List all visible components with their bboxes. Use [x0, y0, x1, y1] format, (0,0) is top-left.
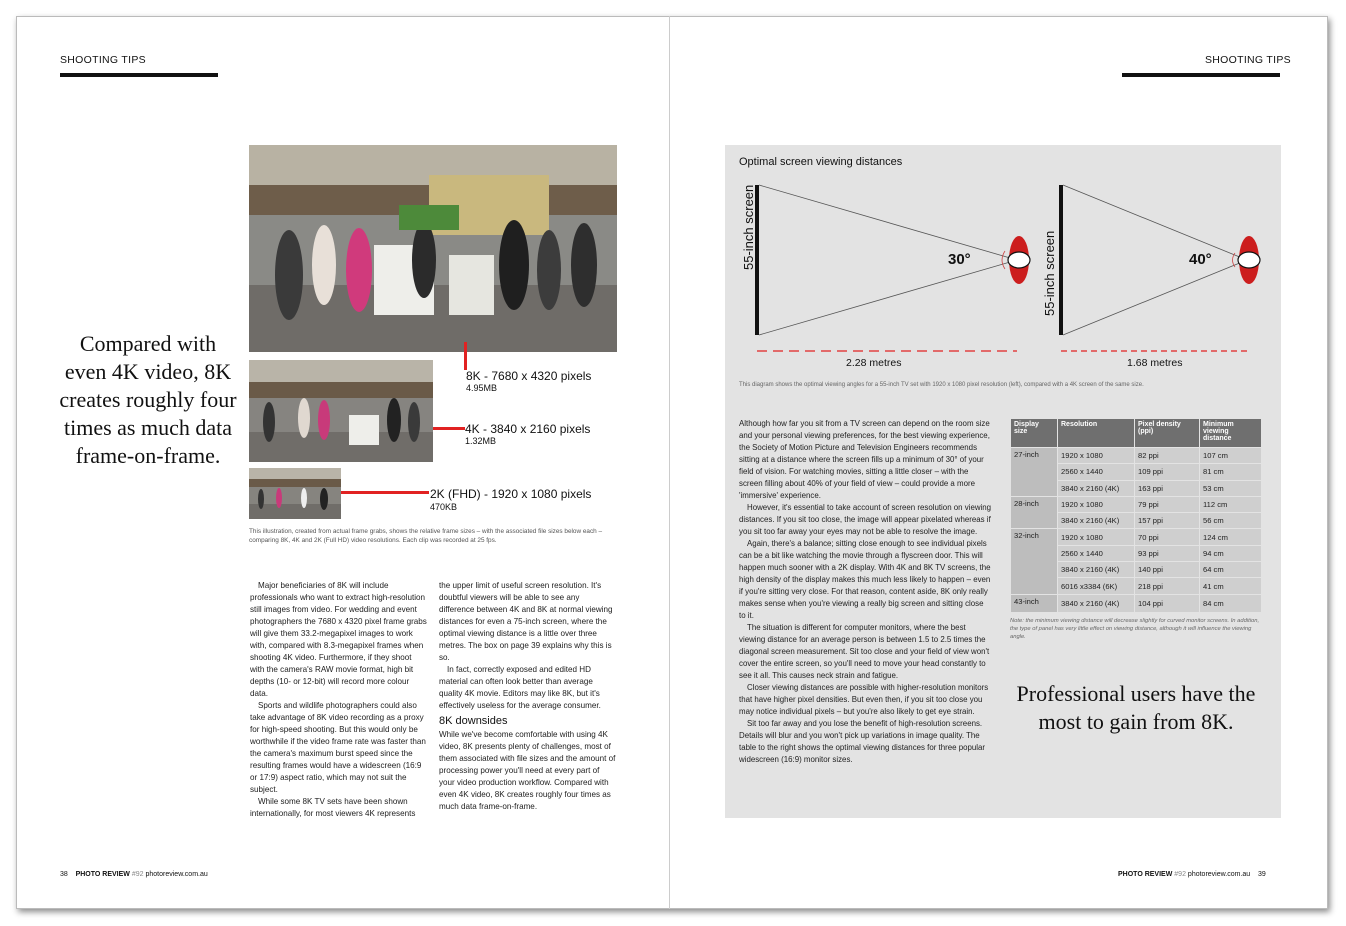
distance-label-right: 1.68 metres [1127, 357, 1183, 369]
right-page-number: 39 [1257, 871, 1266, 878]
distance-label-left: 2.28 metres [846, 357, 902, 369]
table-cell: 94 cm [1200, 545, 1262, 561]
table-cell: 218 ppi [1135, 578, 1200, 594]
right-header-rule [1122, 73, 1280, 77]
table-cell: 157 ppi [1135, 513, 1200, 529]
2k-size-label: 2K (FHD) - 1920 x 1080 pixels [430, 487, 592, 501]
photo-4k-frame [249, 360, 433, 462]
4k-size-label: 4K - 3840 x 2160 pixels [465, 422, 591, 436]
table-header: Resolution [1058, 419, 1135, 448]
table-cell: 32-inch [1011, 529, 1058, 594]
table-cell: 1920 x 1080 [1058, 529, 1135, 545]
table-row [1011, 594, 1262, 612]
table-cell: 3840 x 2160 (4K) [1058, 594, 1135, 612]
screen-label-left: 55-inch screen [741, 184, 756, 270]
table-cell: 84 cm [1200, 594, 1262, 612]
table-cell: 53 cm [1200, 480, 1262, 496]
table-cell: 3840 x 2160 (4K) [1058, 562, 1135, 578]
left-paragraph: In fact, correctly exposed and edited HD material can often look better than average quality 4K movie. Editors may like 8K, but it's effectively useless for the average consumer. [439, 665, 601, 710]
table-cell: 81 cm [1200, 464, 1262, 480]
left-paragraph: While we've become comfortable with using 4K video, 8K presents plenty of challenges, most of them associated with file sizes and the amount of processing power you'll need at every part of your video production workflow. Compared with even 4K video, 8K creates roughly four times as much data frame-on-frame. [439, 730, 616, 811]
table-cell: 3840 x 2160 (4K) [1058, 480, 1135, 496]
8k-pointer-line [464, 342, 467, 370]
table-cell: 28-inch [1011, 496, 1058, 529]
table-cell: 140 ppi [1135, 562, 1200, 578]
page-gutter [669, 16, 670, 909]
table-cell: 104 ppi [1135, 594, 1200, 612]
table-cell: 1920 x 1080 [1058, 448, 1135, 464]
table-cell: 82 ppi [1135, 448, 1200, 464]
right-footer-url: photoreview.com.au [1187, 871, 1251, 878]
left-header-rule [60, 73, 218, 77]
table-cell: 109 ppi [1135, 464, 1200, 480]
table-cell: 163 ppi [1135, 480, 1200, 496]
angle-label-left: 30° [948, 251, 971, 268]
right-paragraph: Although how far you sit from a TV screen can depend on the room size and your personal viewing preferences, for the best viewing experience, the Society of Motion Picture and Television Engineers recommends sitting at a distance where the screen fills up a minimum of 30° of your field of vision. For watching movies, sitting a little closer – with the screen filling about 40% of your field of view – could provide a more 'immersive' experience. [739, 419, 990, 500]
left-footer [60, 871, 208, 878]
table-cell: 79 ppi [1135, 496, 1200, 512]
left-footer-magazine: PHOTO REVIEW [75, 871, 130, 878]
table-row [1011, 529, 1262, 545]
right-paragraph: However, it's essential to take account of screen resolution on viewing distances. If you sit too close, the image will appear pixelated whereas if you sit too far away your eyes may not be able to resolve the image. [739, 503, 992, 536]
diagram-caption: This diagram shows the optimal viewing angles for a 55-inch TV set with 1920 x 1080 pixel resolution (left), compared with a 4K screen of the same size. [739, 382, 1144, 388]
table-cell: 56 cm [1200, 513, 1262, 529]
left-paragraph: While some 8K TV sets have been shown internationally, for most viewers 4K represents [250, 797, 416, 818]
8k-size-label: 8K - 7680 x 4320 pixels [466, 369, 592, 383]
table-cell: 2560 x 1440 [1058, 545, 1135, 561]
photo-caption: This illustration, created from actual frame grabs, shows the relative frame sizes – with the associated file sizes below each – comparing 8K, 4K and 2K (Full HD) video resolutions. Each clip was recorded at 25 fps. [249, 528, 603, 544]
left-paragraph: the upper limit of useful screen resolution. It's doubtful viewers will be able to see any difference between 4K and 8K at normal viewing distances for even a 75-inch screen, where the optimal viewing distance is a little over three metres. The box on page 39 explains why this is so. [439, 581, 613, 662]
2k-pointer-line [341, 491, 429, 494]
diagram-title: Optimal screen viewing distances [739, 156, 903, 168]
table-row [1011, 448, 1262, 464]
table-cell: 3840 x 2160 (4K) [1058, 513, 1135, 529]
table-cell: 107 cm [1200, 448, 1262, 464]
table-cell: 2560 x 1440 [1058, 464, 1135, 480]
right-footer-issue: #92 [1174, 871, 1186, 878]
table-cell: 27-inch [1011, 448, 1058, 497]
right-footer-magazine: PHOTO REVIEW [1118, 871, 1173, 878]
4k-pointer-line [433, 427, 465, 430]
4k-file-size: 1.32MB [465, 436, 497, 446]
screen-label-right: 55-inch screen [1042, 230, 1057, 316]
table-cell: 93 ppi [1135, 545, 1200, 561]
left-body-column-2 [439, 580, 617, 813]
table-header: Pixel density (ppi) [1135, 419, 1200, 448]
table-cell: 64 cm [1200, 562, 1262, 578]
table-cell: 43-inch [1011, 594, 1058, 612]
table-header: Minimum viewing distance [1200, 419, 1262, 448]
photo-8k-frame [249, 145, 617, 352]
angle-label-right: 40° [1189, 251, 1212, 268]
right-footer [1118, 871, 1266, 878]
right-paragraph: Sit too far away and you lose the benefit of high-resolution screens. Details will blur and you won't pick up variations in image quality. The table to the right shows the optimal viewing distances for three popular widescreen (16:9) monitor sizes. [739, 719, 986, 764]
right-section-header: SHOOTING TIPS [1205, 54, 1291, 66]
photo-2k-frame [249, 468, 341, 519]
2k-file-size: 470KB [430, 502, 458, 512]
right-paragraph: The situation is different for computer monitors, where the best viewing distance for an average person is between 1.5 to 2.5 times the diagonal screen measurement. Sit too close and your field of view won't cover the entire screen, so you'll need to move your head constantly to see it all. This causes neck strain and fatigue. [739, 623, 990, 680]
table-cell: 124 cm [1200, 529, 1262, 545]
subhead-8k-downsides: 8K downsides [439, 715, 508, 727]
right-paragraph: Closer viewing distances are possible with higher-resolution monitors that have higher pixel densities. But even then, if you sit too close you may notice individual pixels – but you're also likely to get eye strain. [739, 683, 989, 716]
viewing-distance-table [1010, 418, 1262, 613]
table-cell: 1920 x 1080 [1058, 496, 1135, 512]
left-footer-url: photoreview.com.au [145, 871, 208, 878]
table-cell: 41 cm [1200, 578, 1262, 594]
right-body-text [739, 418, 992, 766]
table-cell: 70 ppi [1135, 529, 1200, 545]
table-header: Display size [1011, 419, 1058, 448]
left-page-number: 38 [60, 871, 68, 878]
left-pull-quote: Compared with even 4K video, 8K creates roughly four times as much data frame-on-frame. [59, 331, 237, 468]
8k-file-size: 4.95MB [466, 383, 498, 393]
table-cell: 6016 x3384 (6K) [1058, 578, 1135, 594]
right-pull-quote: Professional users have the most to gain from 8K. [1016, 681, 1256, 734]
table-cell: 112 cm [1200, 496, 1262, 512]
table-row [1011, 496, 1262, 512]
table-note: Note: the minimum viewing distance will decrease slightly for curved monitor screens. In addition, the type of panel has very little effect on viewing distance, although it will influence the viewing angle. [1010, 618, 1260, 640]
left-section-header: SHOOTING TIPS [60, 54, 146, 66]
left-paragraph: Major beneficiaries of 8K will include professionals who want to extract high-resolution still images from video. For wedding and event photographers the 7680 x 4320 pixel frame grabs will give them 33.2-megapixel images to work with, compared with 8.3-megapixel frames when shooting 4K video. Furthermore, if they shoot with the camera's RAW movie format, high bit depths (10- or 12-bit) will record more colour data. [250, 581, 427, 698]
right-paragraph: Again, there's a balance; sitting close enough to see individual pixels can be a bit like watching the movie through a flyscreen door. This will happen much sooner with a 2K display. With 4K and 8K TV screens, the high density of the display makes this much less likely to happen – even if you're sitting very close. For that reason, content aside, 8K only really makes sense when you're viewing a really big screen and sitting close to it. [739, 539, 991, 620]
left-paragraph: Sports and wildlife photographers could also take advantage of 8K video recording as a proxy for high-speed shooting. But this would only be worthwhile if the video frame rate was faster than the camera's maximum burst speed since the resulting frames would have a widescreen (16:9 or 17:9) aspect ratio, which may not suit the subject. [250, 701, 426, 794]
left-body-column-1 [250, 580, 428, 820]
left-footer-issue: #92 [131, 871, 144, 878]
screen-bar-right [1059, 185, 1063, 335]
